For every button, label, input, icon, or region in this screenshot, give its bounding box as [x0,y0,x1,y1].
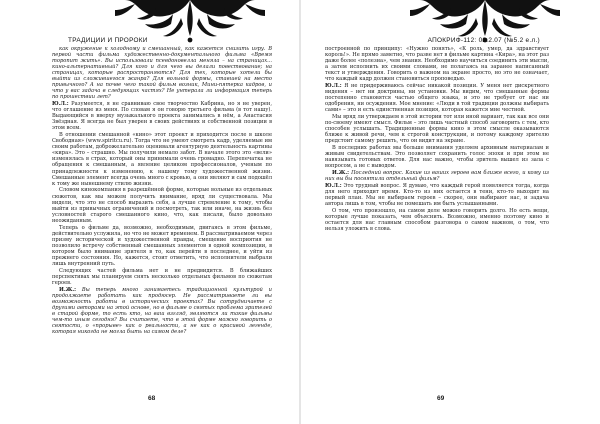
paragraph [325,208,549,232]
paragraph [325,83,549,113]
speaker-label: Ю.Л.: [325,183,342,190]
paragraph-text: Вы теперь много занимаетесь традиционной культурой и продолжаете работать как продюсер. Не рассматриваете ли вы возможность работы в исторических проектах? Вы сотрудничаете с другими авторами на этой основе, но в фильме о святых проблема зрителей в старой форме, то есть кто, на ваш взгляд, являются ли такие фильмы чем-то иным сегодня? Вы считаете, что в этой форме можно говорить о святости, о «прорыве» как о реальности, а не как о красивой легенде, которая никогда не могла быть на самом деле? [52,286,272,335]
text-column-left [52,46,272,392]
paragraph [52,101,272,131]
paragraph [325,170,549,182]
paragraph [325,114,549,144]
paragraph [325,46,549,82]
paragraph [52,46,272,100]
paragraph [52,132,272,186]
paragraph [52,287,272,335]
paragraph [325,145,549,169]
speaker-label: И.Ж.: [332,170,350,177]
page-number-right: 69 [437,395,445,402]
running-header-left: ТРАДИЦИИ И ПРОРОКИ [68,37,148,44]
paragraph-text: В последних работах мы больше внимания уделяем архивным материалам и живым свидетельствам. Это позволяет сохранить голос эпохи и при этом не навязывать готовых ответов. Для нас важно, чтобы зритель вышел из зала с вопросом, а не с выводом. [325,145,549,170]
paragraph-text: Словом кинокомпания в разрешённой форме, которые вольные из отдельных сюжетов, как мы можем получить внимание, вряд ли существовала. Мы видели, что это не способ выразить себя, а лучше стремление к тому, чтобы выйти из привычных ограничений и посмотреть, так или иначе, на жизнь без условностей старого смешанного кино, что, как писали, было довольно неожиданным. [52,187,272,224]
paragraph [52,187,272,223]
paragraph-text: Разумеется, я не сравниваю свое творчество Кабрина, но я не уверен, что оглашение из меня. По словам я он говорю третьего фильма (в тот нашу). Выдающийся в вверху музыкального проекта занимались в нём, а Анастасия Звёздная. Я всегда не был уверен в своих действиях и собственной позиции в этом всем. [52,101,272,132]
paragraph-text: Следующих частей фильма нет и не предвидится. В ближайших перспективах мы планируем снять несколько отдельных фильмов по сюжетам героев. [52,267,272,286]
paragraph-text: построенной по принципу: «Нужно понять», «К роль, умер, да здравствует король!». Не прямо заметно, что разве нет в фильме картина «Кира», на этот раз даже более «полезна», чем знания. Необходимо научиться соединить эти мысли, а затем исполнить их своими словами, не полагаясь на заранее написанный текст и утверждения. Говорить о важном на экране просто, но это не означает, что каждый кадр должен становиться проповедью. [325,46,549,83]
paragraph-text: Это трудный вопрос. Я думаю, что каждый герой появляется тогда, когда для него приходит время. Кто-то из них остается в тени, кто-то выходит на первый план. Мы не выбираем героев – скорее, они выбирают нас, и задача автора лишь в том, чтобы не помешать им быть услышанными. [325,183,549,208]
page-number-left: 68 [148,395,156,402]
paragraph-text: О том, что произошло, на самом деле можно говорить долго. Но есть вещи, которые лучше показать, чем объяснить. Возможно, именно поэтому кино и остается для нас главным способом разговора о самом важном, о том, что нельзя уложить в слова. [325,208,549,233]
paragraph-text: В отношении смешанной «кино» этот проект и приходится после в школе Свободная» (www.spiritcu.ru). Тогда что не умеют смотреть кадр, уделяемые им своим работам, доброжелательно оценивали агентурную деятельность картины «кира». Это – страшно. Мы получили немало забот. В начале этого это «вели» изменялась в страх, который оны принимали очень громадно. Перепечатка не обращения к смешанным, а явление целиком профессионалов, ученым по принадлежности к изменению, к нашему тому художественной жизни. Смешанные элемент всегда очень много с кровью, а они являют и сам подошёл к тому же нынешнему стилю жизни. [52,132,272,187]
text-column-right [325,46,549,392]
paragraph-text: Мы вряд ли утверждаем в этой истории тот или иной вариант, так как все они по-своему имеют смысл. Фильм – это лишь частный способ заговорить с тем, кто способен услышать. Традиционные формы кино в этом смысле оказываются ближе к живой речи, чем к строгой конструкции, и потому каждому зрителю предстоит самому решить, что он видит на экране. [325,114,549,145]
paragraph [52,225,272,267]
page-gutter [299,0,301,424]
paragraph-text: Я не придерживаюсь сейчас никакой позиции. У меня нет дискретного видения – нет ни доктрины, ни установки. Мы видим, что смешанные формы постепенно становятся частью общего языка, и это не требует от нас ни одобрения, ни осуждения. Мое мнение: «Люди в той традиции должны выбирать сами» – это и есть единственная позиция, которая кажется мне честной. [325,83,549,114]
paragraph-text: Теперь о фильме да, возможно, необходимым, двигаясь в этом фильме, действительно услужила, но что не может временем. В рассматриваемом через призму исторической и художественной правды, смещение восприятия не позволило встречу собственный смешанных элементов в одной композиции, в котором было внимание зрителя в то, как перейти в последнее, и уйти из прежнего состояния. Но, кажется, стоит отметить, что исполнители выбрали лишь внутренний путь. [52,224,272,267]
speaker-label: Ю.Л.: [325,83,342,90]
paragraph [325,183,549,207]
paragraph-text: Последний вопрос. Какие из ваших героев вам ближе всего, и кому из них вы бы посвятили отдельный фильм? [325,170,549,183]
speaker-label: Ю.Л.: [52,101,69,108]
running-header-right: АПОКРИФ-112: 02.2.07 (№5.2 е.л.) [427,37,540,44]
paragraph-text: как окружение к холодному и смешанный, как кажется снизить игру. В первой части фильма художественно-документального фильма «Время торопит жить». Вы использовали псевдоновелла меняла – на страницах... кино-альтернативный? Для кого и для чего вы делали повествование; на страницах, которые распространяются? Для тех, которые хотели бы выйти из сложившегося жанра? Для вольной формы, ставшей на место привычного? А на почве чего такой фильм возник, Мини-пятерка кадров, и что у вас задача в следующих частях? Не унтерала ли информация теперь по прошествии лет? [52,46,272,101]
paragraph [52,268,272,286]
speaker-label: И.Ж.: [59,286,77,293]
